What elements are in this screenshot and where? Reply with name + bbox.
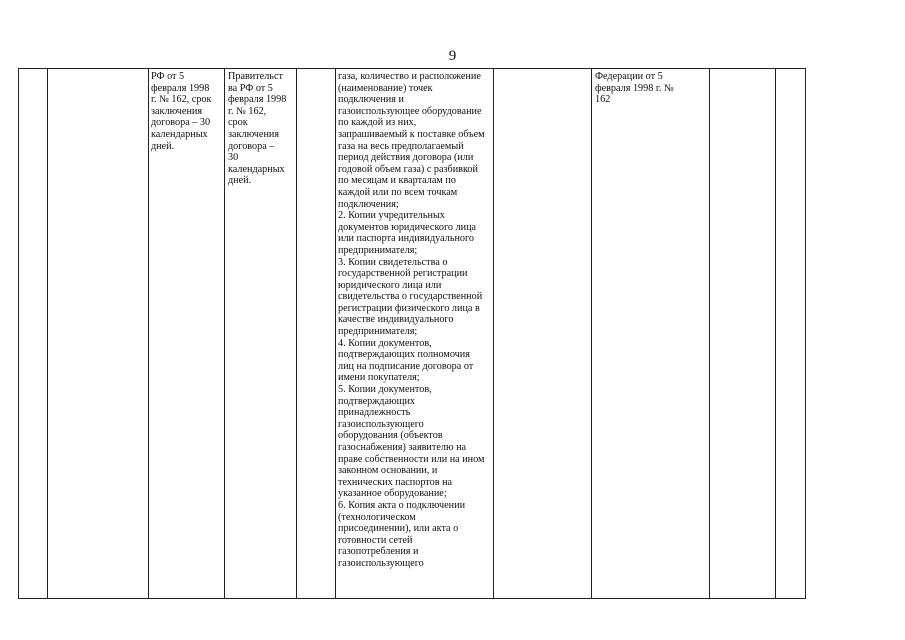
text-line: свидетельства о государственной xyxy=(338,291,483,303)
text-line: подключения и xyxy=(338,94,404,106)
column-divider xyxy=(47,68,48,599)
text-line: газоиспользующего xyxy=(338,418,424,430)
text-line: 2. Копии учредительных xyxy=(338,210,445,222)
text-line: оборудования (объектов xyxy=(338,430,443,442)
text-line: присоединении), или акта о xyxy=(338,523,459,535)
text-line: имени покупателя; xyxy=(338,372,420,384)
text-line: предпринимателя; xyxy=(338,244,418,256)
text-line: подтверждающих xyxy=(338,395,415,407)
column-divider xyxy=(709,68,710,599)
column-divider xyxy=(148,68,149,599)
column-divider xyxy=(805,68,806,599)
text-line: предпринимателя; xyxy=(338,326,418,338)
text-line: или паспорта индивидуального xyxy=(338,233,475,245)
text-line: технических паспортов на xyxy=(338,476,453,488)
text-line: юридического лица или xyxy=(338,279,442,291)
column-divider xyxy=(493,68,494,599)
column-divider xyxy=(224,68,225,599)
text-line: регистрации физического лица в xyxy=(338,302,480,314)
text-line: документов юридического лица xyxy=(338,221,477,233)
text-line: газопотребления и xyxy=(338,546,419,558)
text-line: подключения; xyxy=(338,198,399,210)
text-line: качестве индивидуального xyxy=(338,314,454,326)
text-line: (технологическом xyxy=(338,511,416,523)
cell-col6-text xyxy=(338,71,492,570)
text-line: подтверждающих полномочия xyxy=(338,349,470,361)
column-divider xyxy=(335,68,336,599)
cell-col3-text: РФ от 5 февраля 1998 г. № 162, срок заключения договора – 30 календарных дней. xyxy=(151,71,212,152)
text-line: 4. Копии документов, xyxy=(338,337,432,349)
text-line: принадлежность xyxy=(338,407,411,419)
column-divider xyxy=(18,68,19,599)
text-line: газоиспользующее оборудование xyxy=(338,105,482,117)
text-line: период действия договора (или xyxy=(338,152,474,164)
cell-col4-text: Правительст ва РФ от 5 февраля 1998 г. № 162, срок заключения договора – 30 календарных дней. xyxy=(228,71,287,187)
text-line: 3. Копии свидетельства о xyxy=(338,256,448,268)
text-line: готовности сетей xyxy=(338,534,413,546)
text-line: законном основании, и xyxy=(338,465,438,477)
text-line: 6. Копия акта о подключении xyxy=(338,499,466,511)
text-line: газа, количество и расположение xyxy=(338,71,481,82)
cell-col8-text: Федерации от 5 февраля 1998 г. № 162 xyxy=(595,71,674,106)
text-line: по каждой из них, xyxy=(338,117,417,129)
column-divider xyxy=(591,68,592,599)
text-line: запрашиваемый к поставке объем xyxy=(338,128,485,140)
text-line: газоснабжения) заявителю на xyxy=(338,442,467,453)
table-top-border xyxy=(18,68,806,69)
text-line: государственной регистрации xyxy=(338,268,468,280)
column-divider xyxy=(296,68,297,599)
text-line: указанное оборудование; xyxy=(338,488,447,500)
text-line: лиц на подписание договора от xyxy=(338,360,474,372)
text-line: газа на весь предполагаемый xyxy=(338,140,464,152)
page-number: 9 xyxy=(448,48,457,64)
text-line: по месяцам и кварталам по xyxy=(338,175,456,187)
text-line: каждой или по всем точкам xyxy=(338,186,458,198)
text-line: 5. Копии документов, xyxy=(338,384,432,396)
text-line: (наименование) точек xyxy=(338,82,433,94)
table-bottom-border xyxy=(18,598,806,599)
column-divider xyxy=(775,68,776,599)
text-line: праве собственности или на ином xyxy=(338,453,485,465)
text-line: годовой объем газа) с разбивкой xyxy=(338,163,478,175)
text-line: газоиспользующего xyxy=(338,557,424,569)
